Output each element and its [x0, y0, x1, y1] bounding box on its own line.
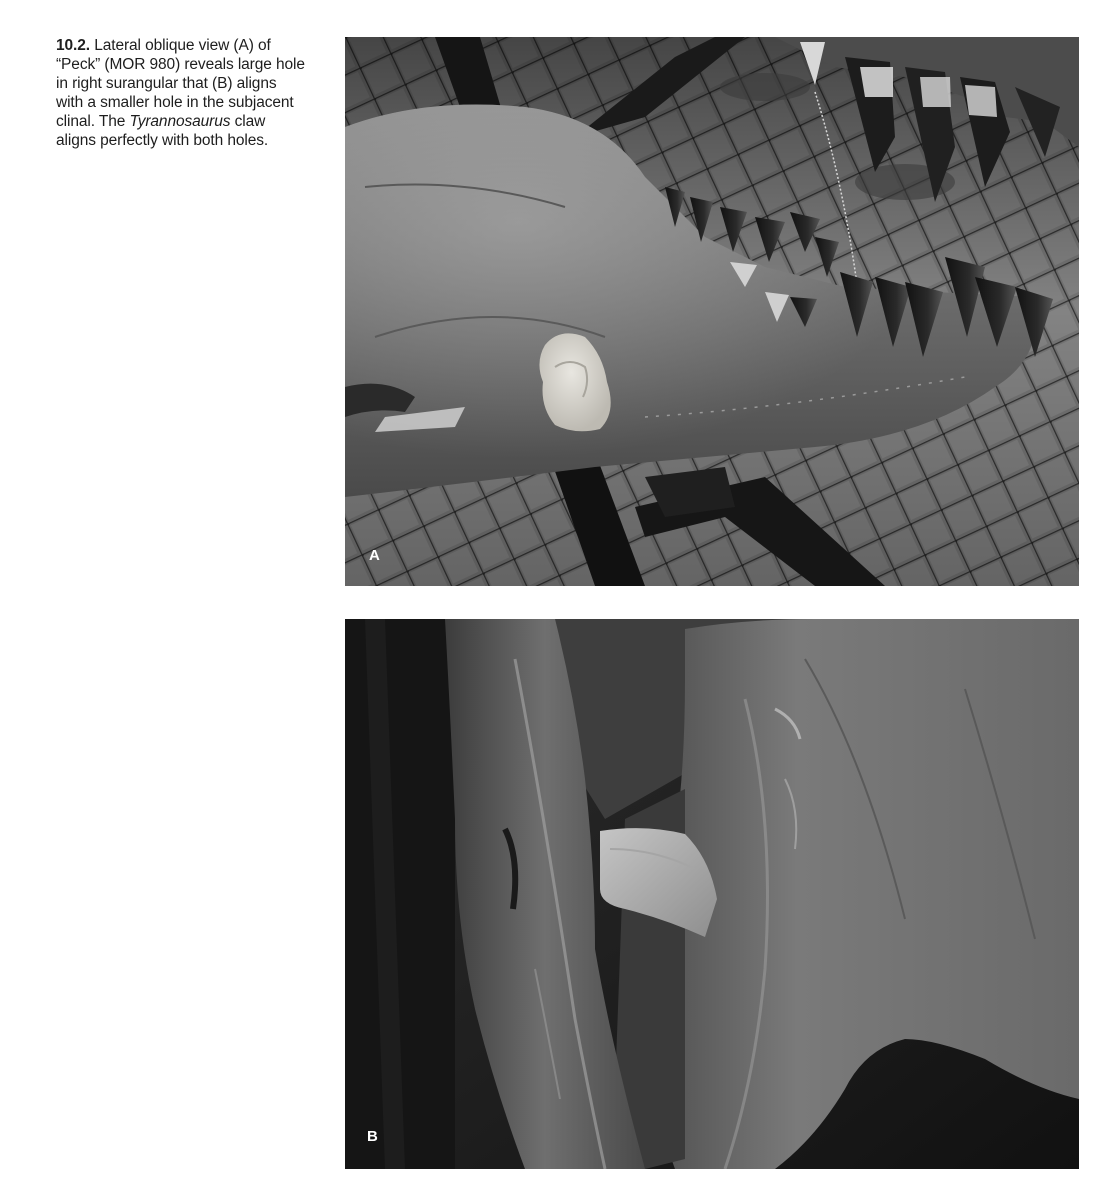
- figure-caption: [56, 36, 306, 150]
- caption-text-part-2: claw aligns perfectly with both holes.: [56, 113, 269, 149]
- photo-a-image: [345, 37, 1079, 586]
- photo-b: [345, 619, 1079, 1169]
- photo-b-image: [345, 619, 1079, 1169]
- figure-number: 10.2.: [56, 37, 90, 54]
- panel-label-a: A: [369, 547, 381, 564]
- caption-genus: Tyrannosaurus: [129, 113, 231, 130]
- caption-text-part-1: Lateral oblique view (A) of “Peck” (MOR 980) reveals large hole in right surangular that (B) aligns with a smaller hole in the subjacent clinal. The: [56, 37, 305, 130]
- panel-label-b: B: [367, 1128, 379, 1145]
- photo-a: [345, 37, 1079, 586]
